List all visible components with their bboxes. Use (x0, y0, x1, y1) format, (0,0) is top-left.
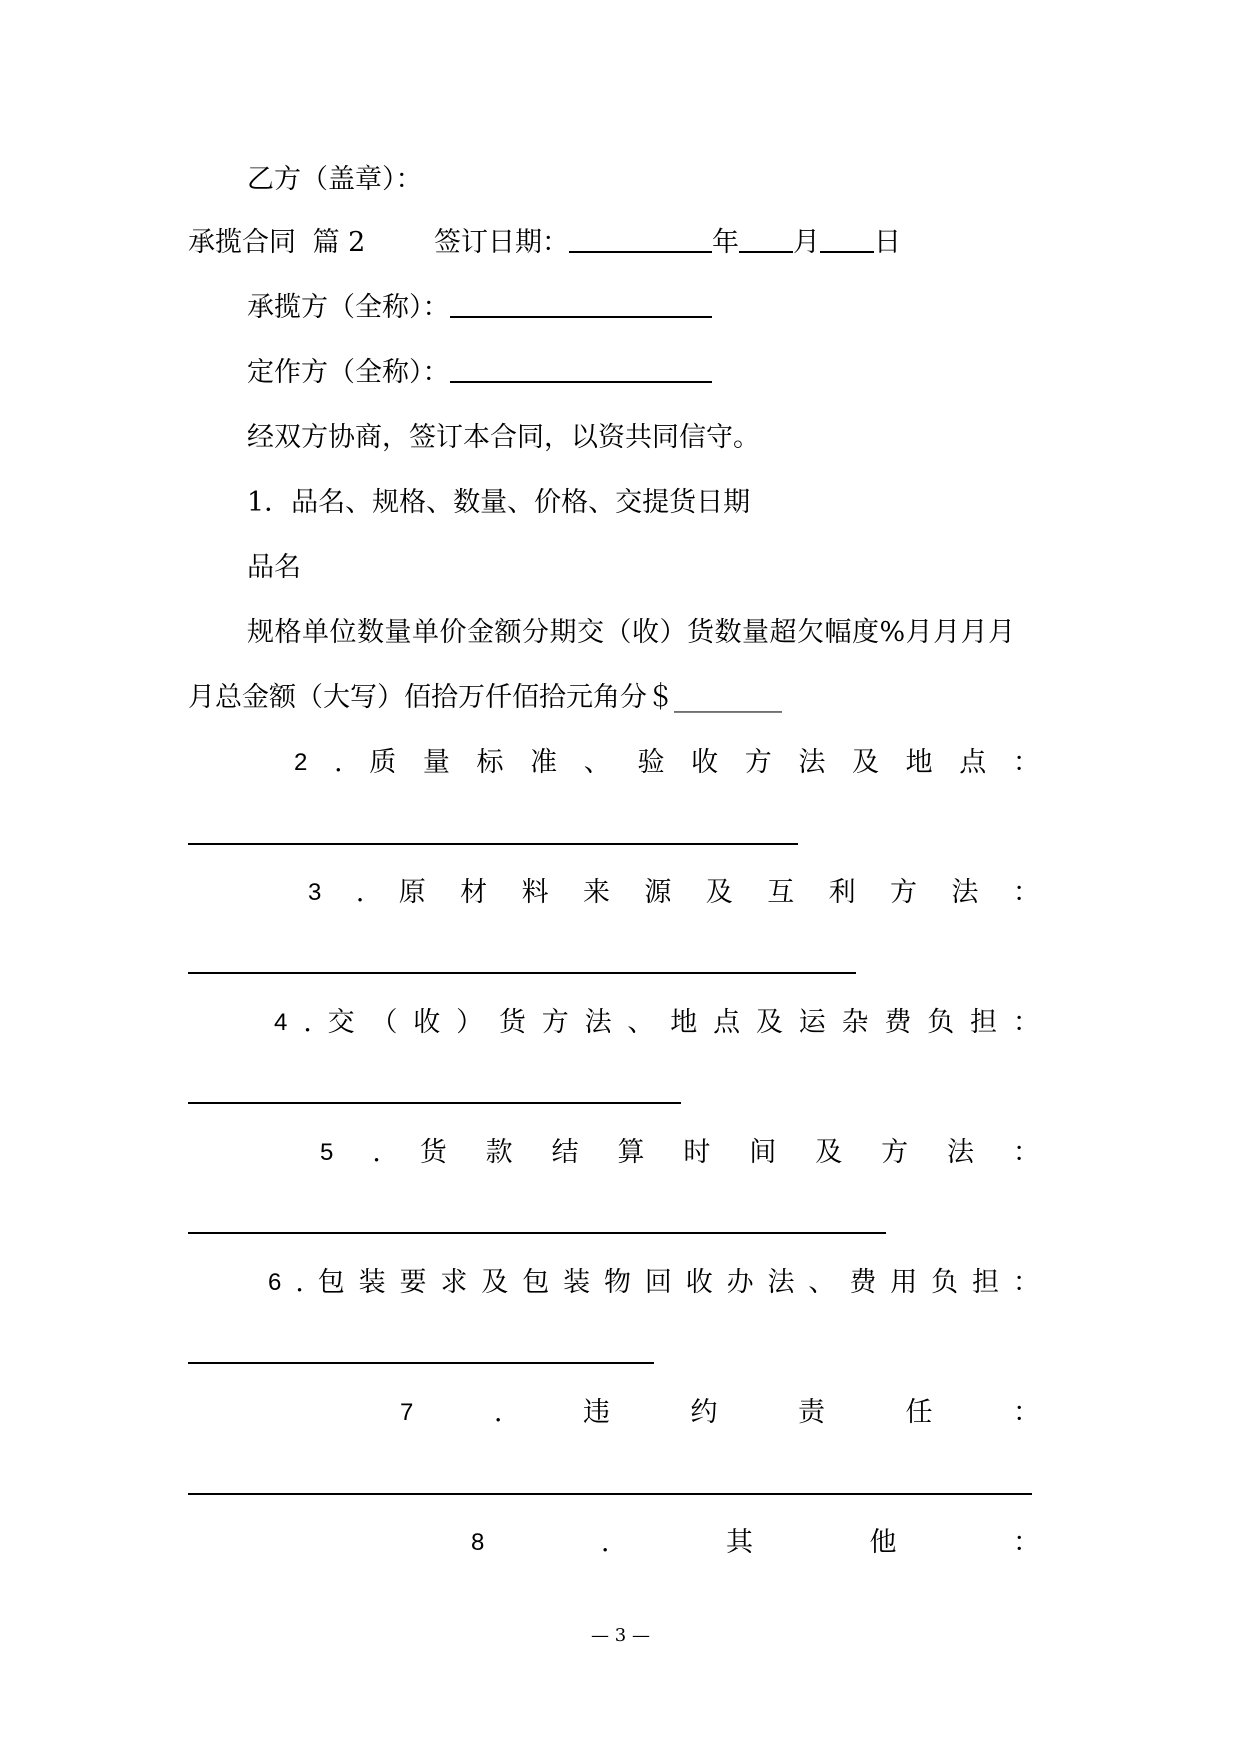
item-2-char: 方 (744, 747, 772, 778)
item-4-char: 点 (713, 1007, 741, 1038)
item-7-char: 任 (905, 1397, 933, 1428)
item-6-char: 包 (522, 1267, 550, 1298)
item-3-char: 方 (890, 877, 918, 908)
item-4-char: 杂 (841, 1007, 869, 1038)
item-4-char: 运 (798, 1007, 826, 1038)
item-5-heading (188, 1133, 1040, 1173)
item-3-char: 3 (308, 879, 322, 906)
item-3-char: 来 (582, 877, 610, 908)
item-6-char: 费 (849, 1267, 877, 1298)
item-3-char: 法 (951, 877, 979, 908)
product-name-label: 品名 (247, 552, 301, 583)
item-4-char: 收 (413, 1007, 441, 1038)
item-3-char: ： (1012, 877, 1040, 908)
item-3-char: 及 (705, 877, 733, 908)
day-label: 日 (873, 227, 901, 258)
item-8-char: 他 (869, 1527, 897, 1558)
item-2-char: 质 (369, 747, 397, 778)
item-2-char: 法 (798, 747, 826, 778)
item-2-char: 量 (422, 747, 450, 778)
item-5-char: 5 (320, 1139, 334, 1166)
item-5-char: 结 (551, 1137, 579, 1168)
contract-title: 承揽合同 (188, 227, 296, 258)
item-6-char: 包 (317, 1267, 345, 1298)
item-4-char: 、 (627, 1007, 655, 1038)
item-5-char: 款 (485, 1137, 513, 1168)
item-6-char: ： (1012, 1267, 1040, 1298)
orderer-row (247, 353, 712, 393)
item-8-char: 其 (725, 1527, 753, 1558)
item-3-char: 利 (828, 877, 856, 908)
item-3-char: 源 (644, 877, 672, 908)
orderer-blank[interactable] (450, 355, 712, 383)
item-4-char: 交 (327, 1007, 355, 1038)
item-1-heading: 1．品名、规格、数量、价格、交提货日期 (247, 487, 751, 518)
month-label: 月 (792, 227, 820, 258)
item-6-blank[interactable] (188, 1362, 654, 1364)
item-6-char: 要 (399, 1267, 427, 1298)
item-5-char: 方 (881, 1137, 909, 1168)
item-6-char: 办 (726, 1267, 754, 1298)
item-3-char: 互 (767, 877, 795, 908)
item-7-blank[interactable] (188, 1493, 1032, 1495)
item-2-char: 地 (905, 747, 933, 778)
item-2-char: 标 (476, 747, 504, 778)
item-6-char: 负 (931, 1267, 959, 1298)
item-6-char: 装 (563, 1267, 591, 1298)
item-3-blank[interactable] (188, 972, 856, 974)
item-5-char: 间 (749, 1137, 777, 1168)
item-2-char: 收 (691, 747, 719, 778)
item-5-char: 及 (815, 1137, 843, 1168)
item-2-char: . (334, 747, 343, 778)
item-2-char: 点 (959, 747, 987, 778)
item-6-char: 担 (971, 1267, 999, 1298)
item-2-blank[interactable] (188, 843, 798, 845)
item-4-char: 担 (970, 1007, 998, 1038)
item-2-char: 及 (852, 747, 879, 778)
item-6-char: 装 (358, 1267, 386, 1298)
item-5-char: 时 (683, 1137, 711, 1168)
item-4-char: 地 (670, 1007, 698, 1038)
contractor-label: 承揽方（全称）： (247, 292, 450, 323)
item-3-heading (188, 873, 1040, 913)
item-4-char: ： (1012, 1007, 1040, 1038)
item-6-char: . (295, 1267, 304, 1298)
item-4-char: 及 (755, 1007, 783, 1038)
item-6-char: 求 (440, 1267, 468, 1298)
item-6-heading (188, 1263, 1040, 1303)
item-4-blank[interactable] (188, 1102, 681, 1104)
item-4-char: 法 (584, 1007, 612, 1038)
item-6-char: 6 (268, 1269, 282, 1296)
item-3-char: 料 (521, 877, 549, 908)
item-3-char: 原 (398, 877, 426, 908)
item-4-char: （ (370, 1007, 398, 1038)
item-7-char: 7 (400, 1399, 414, 1426)
item-6-char: 、 (808, 1267, 836, 1298)
item-7-char: 约 (690, 1397, 718, 1428)
item-4-char: 方 (541, 1007, 569, 1038)
item-2-char: 、 (583, 747, 611, 778)
item-2-char: 2 (294, 749, 308, 776)
item-4-heading (188, 1003, 1040, 1043)
item-6-char: 法 (767, 1267, 795, 1298)
item-4-char: 费 (884, 1007, 912, 1038)
item-3-char: 材 (460, 877, 488, 908)
item-4-char: 负 (927, 1007, 955, 1038)
item-6-char: 物 (603, 1267, 631, 1298)
item-8-char: ： (1012, 1527, 1040, 1558)
sign-date-label: 签订日期： (433, 227, 569, 258)
item-4-char: 货 (498, 1007, 526, 1038)
item-4-char: 4 (274, 1009, 288, 1036)
contractor-row (247, 288, 712, 328)
month-blank[interactable] (739, 225, 793, 253)
item-8-char: 8 (471, 1529, 485, 1556)
day-blank[interactable] (820, 225, 874, 253)
item-5-char: 法 (947, 1137, 975, 1168)
item-8-heading (188, 1523, 1040, 1563)
contractor-blank[interactable] (450, 290, 712, 318)
year-label: 年 (711, 227, 739, 258)
item-7-char: 违 (582, 1397, 610, 1428)
table-header-line: 规格单位数量单价金额分期交（收）货数量超欠幅度%月月月月 (247, 617, 1016, 648)
item-2-heading (188, 743, 1040, 783)
item-6-char: 及 (481, 1267, 509, 1298)
year-blank[interactable] (569, 225, 712, 253)
item-7-char: 责 (797, 1397, 825, 1428)
item-5-char: 算 (617, 1137, 645, 1168)
item-5-char: . (372, 1137, 381, 1168)
item-2-char: 验 (637, 747, 665, 778)
item-4-char: ） (456, 1007, 484, 1038)
item-6-char: 回 (644, 1267, 672, 1298)
party-b-seal: 乙方（盖章）： (247, 164, 423, 195)
page-number: — 3 — (591, 1625, 650, 1646)
total-amount-line: 月总金额（大写）佰拾万仟佰拾元角分＄________ (188, 682, 782, 713)
item-8-char: . (600, 1527, 610, 1558)
item-6-char: 收 (685, 1267, 713, 1298)
item-7-heading (188, 1393, 1040, 1433)
item-2-char: ： (1012, 747, 1040, 778)
item-7-char: . (493, 1397, 503, 1428)
item-2-char: 准 (530, 747, 558, 778)
item-3-char: . (355, 877, 365, 908)
item-5-char: ： (1012, 1137, 1040, 1168)
item-4-char: . (303, 1007, 312, 1038)
contract-part: 篇 2 (312, 227, 366, 258)
intro-text: 经双方协商，签订本合同，以资共同信守。 (247, 422, 760, 453)
item-7-char: ： (1012, 1397, 1040, 1428)
orderer-label: 定作方（全称）： (247, 357, 450, 388)
item-5-char: 货 (419, 1137, 447, 1168)
sign-date-row (188, 223, 901, 263)
item-5-blank[interactable] (188, 1232, 886, 1234)
item-6-char: 用 (890, 1267, 918, 1298)
